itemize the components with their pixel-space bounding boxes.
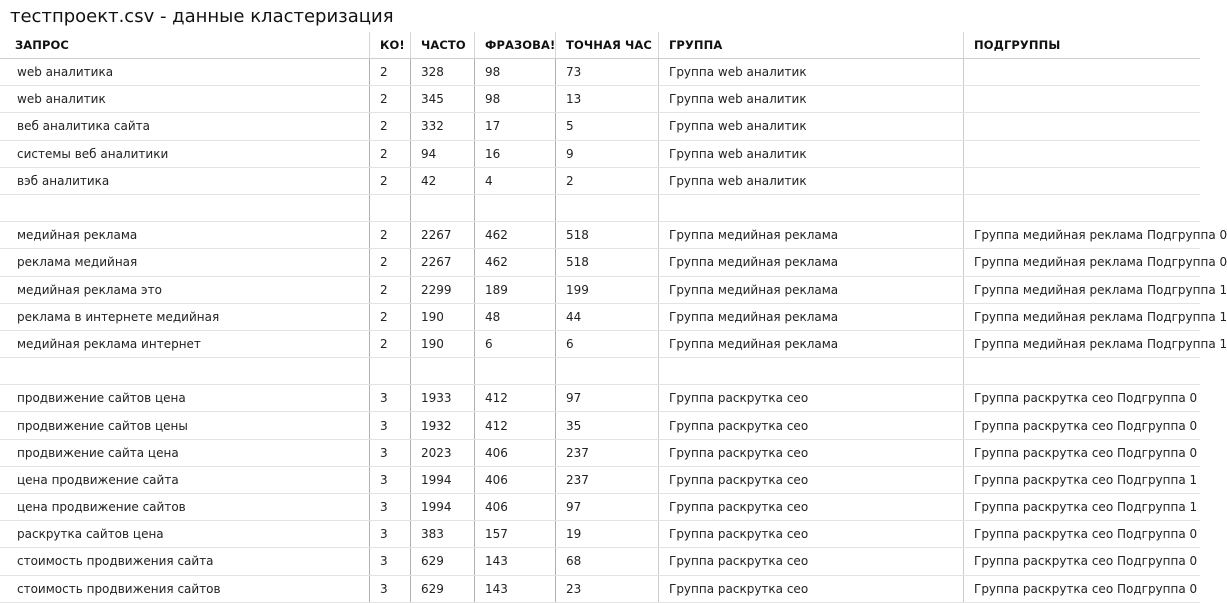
cell-exact-frequency[interactable]: 13 xyxy=(555,86,658,112)
data-grid xyxy=(0,32,1227,603)
cell-group[interactable]: Группа раскрутка сео xyxy=(658,440,963,466)
cell-subgroup[interactable] xyxy=(963,59,1200,85)
cell-subgroup[interactable] xyxy=(963,195,1200,221)
cell-count[interactable]: 3 xyxy=(369,412,410,438)
cell-phrase[interactable]: 16 xyxy=(474,141,555,167)
cell-count[interactable]: 3 xyxy=(369,576,410,602)
table-row[interactable] xyxy=(0,59,1200,86)
cell-exact-frequency[interactable]: 199 xyxy=(555,277,658,303)
table-row[interactable] xyxy=(0,331,1227,358)
cell-frequency[interactable] xyxy=(410,195,474,221)
cell-query[interactable]: web аналитик xyxy=(17,92,106,107)
cell-phrase[interactable]: 412 xyxy=(474,385,555,411)
cell-group[interactable]: Группа раскрутка сео xyxy=(658,494,963,520)
column-header-count[interactable]: КО! xyxy=(369,32,410,58)
cell-count[interactable]: 2 xyxy=(369,141,410,167)
cell-subgroup[interactable]: Группа раскрутка сео Подгруппа 1 xyxy=(963,494,1200,520)
table-row[interactable] xyxy=(0,168,1200,195)
cell-count[interactable]: 3 xyxy=(369,440,410,466)
cell-count[interactable]: 3 xyxy=(369,494,410,520)
cell-frequency[interactable]: 190 xyxy=(410,304,474,330)
cell-phrase[interactable]: 4 xyxy=(474,168,555,194)
cell-phrase[interactable]: 462 xyxy=(474,249,555,275)
cell-frequency[interactable]: 42 xyxy=(410,168,474,194)
cell-exact-frequency[interactable]: 35 xyxy=(555,412,658,438)
cell-query[interactable]: вэб аналитика xyxy=(17,173,110,188)
cell-subgroup[interactable]: Группа раскрутка сео Подгруппа 0 xyxy=(963,412,1200,438)
cell-query[interactable]: цена продвижение сайтов xyxy=(17,500,186,515)
cell-group[interactable]: Группа web аналитик xyxy=(658,141,963,167)
cell-count[interactable] xyxy=(369,195,410,221)
cell-group[interactable] xyxy=(658,358,963,384)
column-header-subgroups[interactable]: ПОДГРУППЫ xyxy=(963,32,1200,58)
cell-phrase[interactable]: 143 xyxy=(474,576,555,602)
cell-exact-frequency[interactable]: 237 xyxy=(555,467,658,493)
cell-query[interactable]: медийная реклама xyxy=(17,228,138,243)
cell-group[interactable]: Группа web аналитик xyxy=(658,168,963,194)
table-row[interactable] xyxy=(0,494,1200,521)
cell-count[interactable]: 2 xyxy=(369,113,410,139)
cell-exact-frequency[interactable]: 5 xyxy=(555,113,658,139)
cell-frequency[interactable]: 94 xyxy=(410,141,474,167)
cell-query[interactable]: системы веб аналитики xyxy=(17,146,169,161)
table-row[interactable] xyxy=(0,86,1200,113)
column-header-query[interactable]: ЗАПРОС xyxy=(15,38,69,52)
cell-phrase[interactable]: 6 xyxy=(474,331,555,357)
cell-count[interactable]: 3 xyxy=(369,548,410,574)
cell-subgroup[interactable]: Группа медийная реклама Подгруппа 1 xyxy=(963,277,1200,303)
cell-count[interactable]: 3 xyxy=(369,385,410,411)
cell-count[interactable]: 2 xyxy=(369,86,410,112)
cell-frequency[interactable]: 1994 xyxy=(410,467,474,493)
cell-exact-frequency[interactable]: 97 xyxy=(555,494,658,520)
table-row[interactable] xyxy=(0,521,1200,548)
cell-query[interactable]: стоимость продвижения сайтов xyxy=(17,581,221,596)
cell-subgroup[interactable]: Группа медийная реклама Подгруппа 0 xyxy=(963,249,1200,275)
cell-group[interactable]: Группа раскрутка сео xyxy=(658,385,963,411)
cell-group[interactable] xyxy=(658,195,963,221)
cell-count[interactable]: 2 xyxy=(369,249,410,275)
cell-subgroup[interactable]: Группа раскрутка сео Подгруппа 1 xyxy=(963,467,1200,493)
cell-query[interactable]: раскрутка сайтов цена xyxy=(17,527,164,542)
cell-phrase[interactable]: 406 xyxy=(474,467,555,493)
cell-count[interactable]: 2 xyxy=(369,331,410,357)
cell-group[interactable]: Группа раскрутка сео xyxy=(658,576,963,602)
cell-subgroup[interactable]: Группа медийная реклама Подгруппа 1 xyxy=(963,304,1200,330)
table-row[interactable] xyxy=(0,141,1200,168)
cell-subgroup[interactable] xyxy=(963,141,1200,167)
cell-subgroup[interactable]: Группа медийная реклама Подгруппа 1 xyxy=(963,331,1200,357)
table-row[interactable] xyxy=(0,277,1227,304)
cell-exact-frequency[interactable]: 44 xyxy=(555,304,658,330)
cell-phrase[interactable]: 412 xyxy=(474,412,555,438)
table-row[interactable] xyxy=(0,222,1227,249)
cell-query[interactable]: реклама в интернете медийная xyxy=(17,309,220,324)
window-title: тестпроект.csv - данные кластеризация xyxy=(10,6,394,27)
cell-frequency[interactable]: 190 xyxy=(410,331,474,357)
header-row xyxy=(0,32,1200,59)
table-body xyxy=(0,59,1227,603)
cell-count[interactable]: 2 xyxy=(369,168,410,194)
cell-frequency[interactable]: 2267 xyxy=(410,222,474,248)
cell-frequency[interactable]: 2299 xyxy=(410,277,474,303)
column-header-exact-frequency[interactable]: ТОЧНАЯ ЧАС xyxy=(555,32,658,58)
cell-frequency[interactable]: 629 xyxy=(410,576,474,602)
cell-query[interactable]: реклама медийная xyxy=(17,255,138,270)
cell-subgroup[interactable] xyxy=(963,86,1200,112)
cell-phrase[interactable] xyxy=(474,195,555,221)
cell-phrase[interactable]: 17 xyxy=(474,113,555,139)
cell-frequency[interactable]: 2267 xyxy=(410,249,474,275)
cell-count[interactable] xyxy=(369,358,410,384)
column-header-phrase[interactable]: ФРАЗОВА! xyxy=(474,32,555,58)
cell-count[interactable]: 3 xyxy=(369,467,410,493)
cell-frequency[interactable]: 328 xyxy=(410,59,474,85)
table-row[interactable] xyxy=(0,358,1200,385)
table-row[interactable] xyxy=(0,467,1200,494)
cell-count[interactable]: 2 xyxy=(369,277,410,303)
cell-group[interactable]: Группа web аналитик xyxy=(658,113,963,139)
cell-subgroup[interactable] xyxy=(963,358,1200,384)
cell-query[interactable]: стоимость продвижения сайта xyxy=(17,554,214,569)
cell-group[interactable]: Группа медийная реклама xyxy=(658,304,963,330)
cell-exact-frequency[interactable] xyxy=(555,195,658,221)
cell-phrase[interactable]: 406 xyxy=(474,494,555,520)
cell-exact-frequency[interactable]: 9 xyxy=(555,141,658,167)
cell-exact-frequency[interactable] xyxy=(555,358,658,384)
cell-frequency[interactable]: 345 xyxy=(410,86,474,112)
cell-phrase[interactable]: 406 xyxy=(474,440,555,466)
table-row[interactable] xyxy=(0,412,1200,439)
cell-subgroup[interactable]: Группа раскрутка сео Подгруппа 0 xyxy=(963,548,1200,574)
cell-phrase[interactable]: 98 xyxy=(474,59,555,85)
column-header-group[interactable]: ГРУППА xyxy=(658,32,963,58)
cell-query[interactable]: web аналитика xyxy=(17,65,114,80)
table-row[interactable] xyxy=(0,113,1200,140)
cell-exact-frequency[interactable]: 73 xyxy=(555,59,658,85)
cell-exact-frequency[interactable]: 68 xyxy=(555,548,658,574)
cell-subgroup[interactable] xyxy=(963,113,1200,139)
cell-exact-frequency[interactable]: 237 xyxy=(555,440,658,466)
cell-query[interactable]: цена продвижение сайта xyxy=(17,472,179,487)
cell-query[interactable]: медийная реклама интернет xyxy=(17,336,201,351)
cell-group[interactable]: Группа web аналитик xyxy=(658,59,963,85)
cell-subgroup[interactable]: Группа раскрутка сео Подгруппа 0 xyxy=(963,576,1200,602)
cell-exact-frequency[interactable]: 6 xyxy=(555,331,658,357)
cell-phrase[interactable]: 189 xyxy=(474,277,555,303)
cell-exact-frequency[interactable]: 518 xyxy=(555,222,658,248)
cell-count[interactable]: 2 xyxy=(369,304,410,330)
cell-query[interactable]: продвижение сайта цена xyxy=(17,445,179,460)
cell-phrase[interactable] xyxy=(474,358,555,384)
cell-subgroup[interactable] xyxy=(963,168,1200,194)
cell-group[interactable]: Группа web аналитик xyxy=(658,86,963,112)
cell-exact-frequency[interactable]: 19 xyxy=(555,521,658,547)
cell-group[interactable]: Группа раскрутка сео xyxy=(658,412,963,438)
cell-exact-frequency[interactable]: 518 xyxy=(555,249,658,275)
cell-subgroup[interactable]: Группа раскрутка сео Подгруппа 0 xyxy=(963,521,1200,547)
table-row[interactable] xyxy=(0,576,1200,603)
cell-group[interactable]: Группа медийная реклама xyxy=(658,331,963,357)
cell-phrase[interactable]: 143 xyxy=(474,548,555,574)
cell-group[interactable]: Группа медийная реклама xyxy=(658,222,963,248)
table-row[interactable] xyxy=(0,548,1200,575)
cell-group[interactable]: Группа медийная реклама xyxy=(658,249,963,275)
cell-frequency[interactable]: 1932 xyxy=(410,412,474,438)
cell-query[interactable]: медийная реклама это xyxy=(17,282,162,297)
cell-frequency[interactable]: 629 xyxy=(410,548,474,574)
cell-exact-frequency[interactable]: 2 xyxy=(555,168,658,194)
cell-frequency[interactable]: 383 xyxy=(410,521,474,547)
table-row[interactable] xyxy=(0,249,1227,276)
cell-frequency[interactable]: 1933 xyxy=(410,385,474,411)
cell-group[interactable]: Группа раскрутка сео xyxy=(658,521,963,547)
cell-phrase[interactable]: 157 xyxy=(474,521,555,547)
cell-count[interactable]: 3 xyxy=(369,521,410,547)
cell-count[interactable]: 2 xyxy=(369,59,410,85)
cell-query[interactable] xyxy=(0,195,369,221)
cell-group[interactable]: Группа раскрутка сео xyxy=(658,548,963,574)
cell-subgroup[interactable]: Группа раскрутка сео Подгруппа 0 xyxy=(963,440,1200,466)
table-row[interactable] xyxy=(0,304,1227,331)
cell-group[interactable]: Группа медийная реклама xyxy=(658,277,963,303)
cell-query[interactable]: продвижение сайтов цены xyxy=(17,418,188,433)
cell-group[interactable]: Группа раскрутка сео xyxy=(658,467,963,493)
cell-exact-frequency[interactable]: 97 xyxy=(555,385,658,411)
table-row[interactable] xyxy=(0,440,1200,467)
cell-query[interactable]: продвижение сайтов цена xyxy=(17,391,186,406)
cell-frequency[interactable]: 2023 xyxy=(410,440,474,466)
cell-query[interactable]: веб аналитика сайта xyxy=(17,119,150,134)
column-header-frequency[interactable]: ЧАСТО xyxy=(410,32,474,58)
cell-subgroup[interactable]: Группа медийная реклама Подгруппа 0 xyxy=(963,222,1200,248)
cell-exact-frequency[interactable]: 23 xyxy=(555,576,658,602)
cell-subgroup[interactable]: Группа раскрутка сео Подгруппа 0 xyxy=(963,385,1200,411)
cell-frequency[interactable] xyxy=(410,358,474,384)
cell-phrase[interactable]: 462 xyxy=(474,222,555,248)
cell-frequency[interactable]: 1994 xyxy=(410,494,474,520)
cell-phrase[interactable]: 98 xyxy=(474,86,555,112)
cell-phrase[interactable]: 48 xyxy=(474,304,555,330)
cell-query[interactable] xyxy=(0,358,369,384)
table-row[interactable] xyxy=(0,195,1200,222)
cell-count[interactable]: 2 xyxy=(369,222,410,248)
table-row[interactable] xyxy=(0,385,1200,412)
cell-frequency[interactable]: 332 xyxy=(410,113,474,139)
